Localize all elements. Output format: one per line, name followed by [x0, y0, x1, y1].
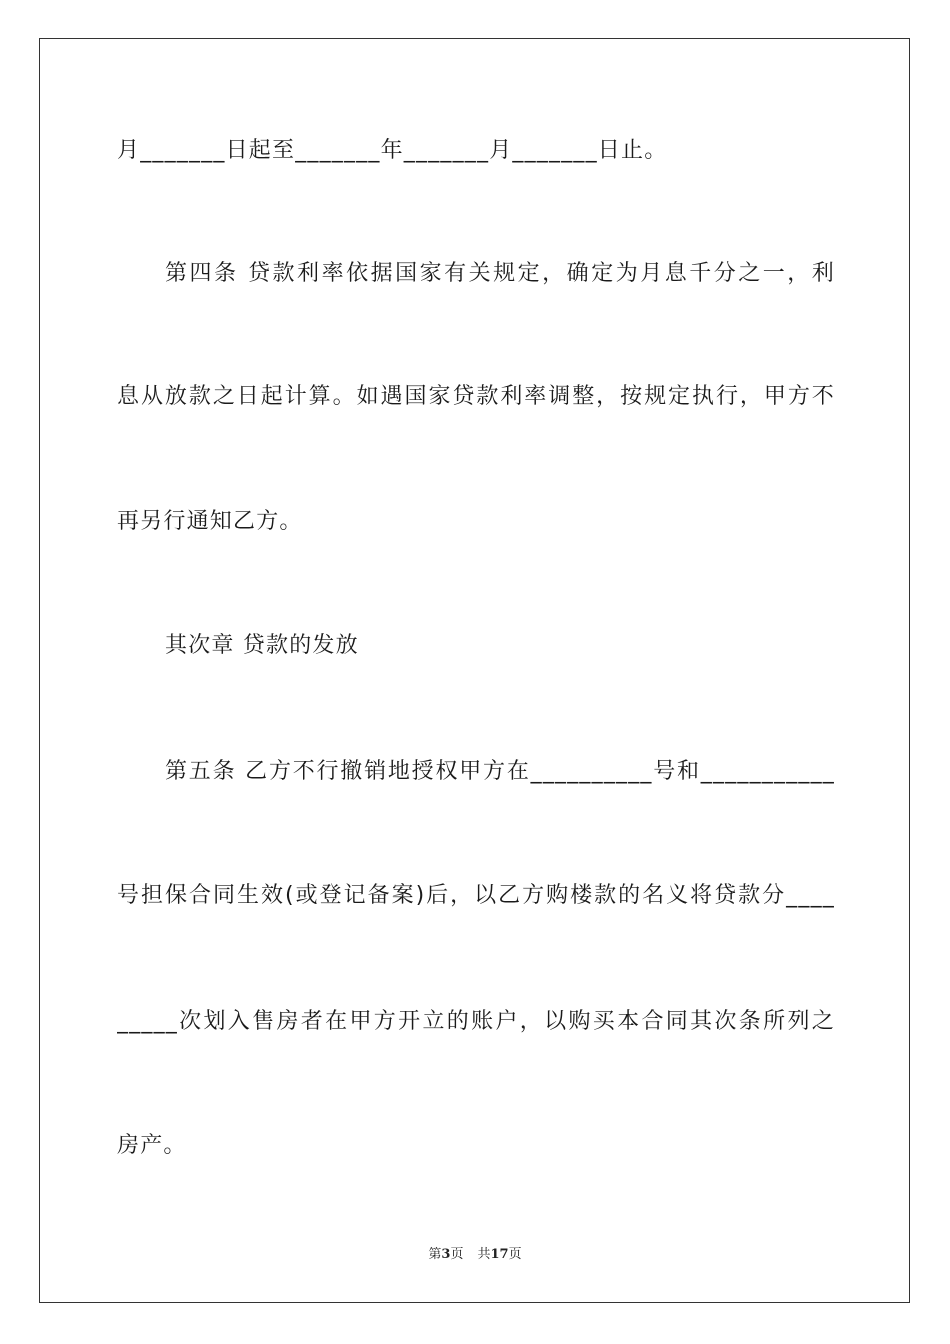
page-suffix: 页	[450, 1247, 464, 1262]
article-5-line-3: _____次划入售房者在甲方开立的账户，以购买本合同其次条所列之	[117, 1009, 835, 1034]
total-prefix: 共	[477, 1247, 491, 1262]
total-suffix: 页	[508, 1247, 522, 1262]
page-number: 3	[441, 1247, 451, 1262]
chapter-heading: 其次章 贷款的发放	[165, 633, 359, 658]
article-4-line-3: 再另行通知乙方。	[117, 509, 303, 534]
page-border	[39, 38, 910, 1303]
article-4-line-2: 息从放款之日起计算。如遇国家贷款利率调整，按规定执行，甲方不	[117, 384, 835, 409]
article-5-line-4: 房产。	[117, 1133, 187, 1158]
total-pages: 17	[490, 1247, 509, 1262]
text-line-1: 月_______日起至_______年_______月_______日止。	[117, 138, 668, 163]
page-footer	[0, 1246, 950, 1264]
page-prefix: 第	[428, 1247, 442, 1262]
article-5-line-1: 第五条 乙方不行撤销地授权甲方在__________号和___________	[165, 759, 835, 784]
article-4-line-1: 第四条 贷款利率依据国家有关规定，确定为月息千分之一，利	[165, 261, 835, 286]
article-5-line-2: 号担保合同生效(或登记备案)后，以乙方购楼款的名义将贷款分____	[117, 883, 835, 908]
